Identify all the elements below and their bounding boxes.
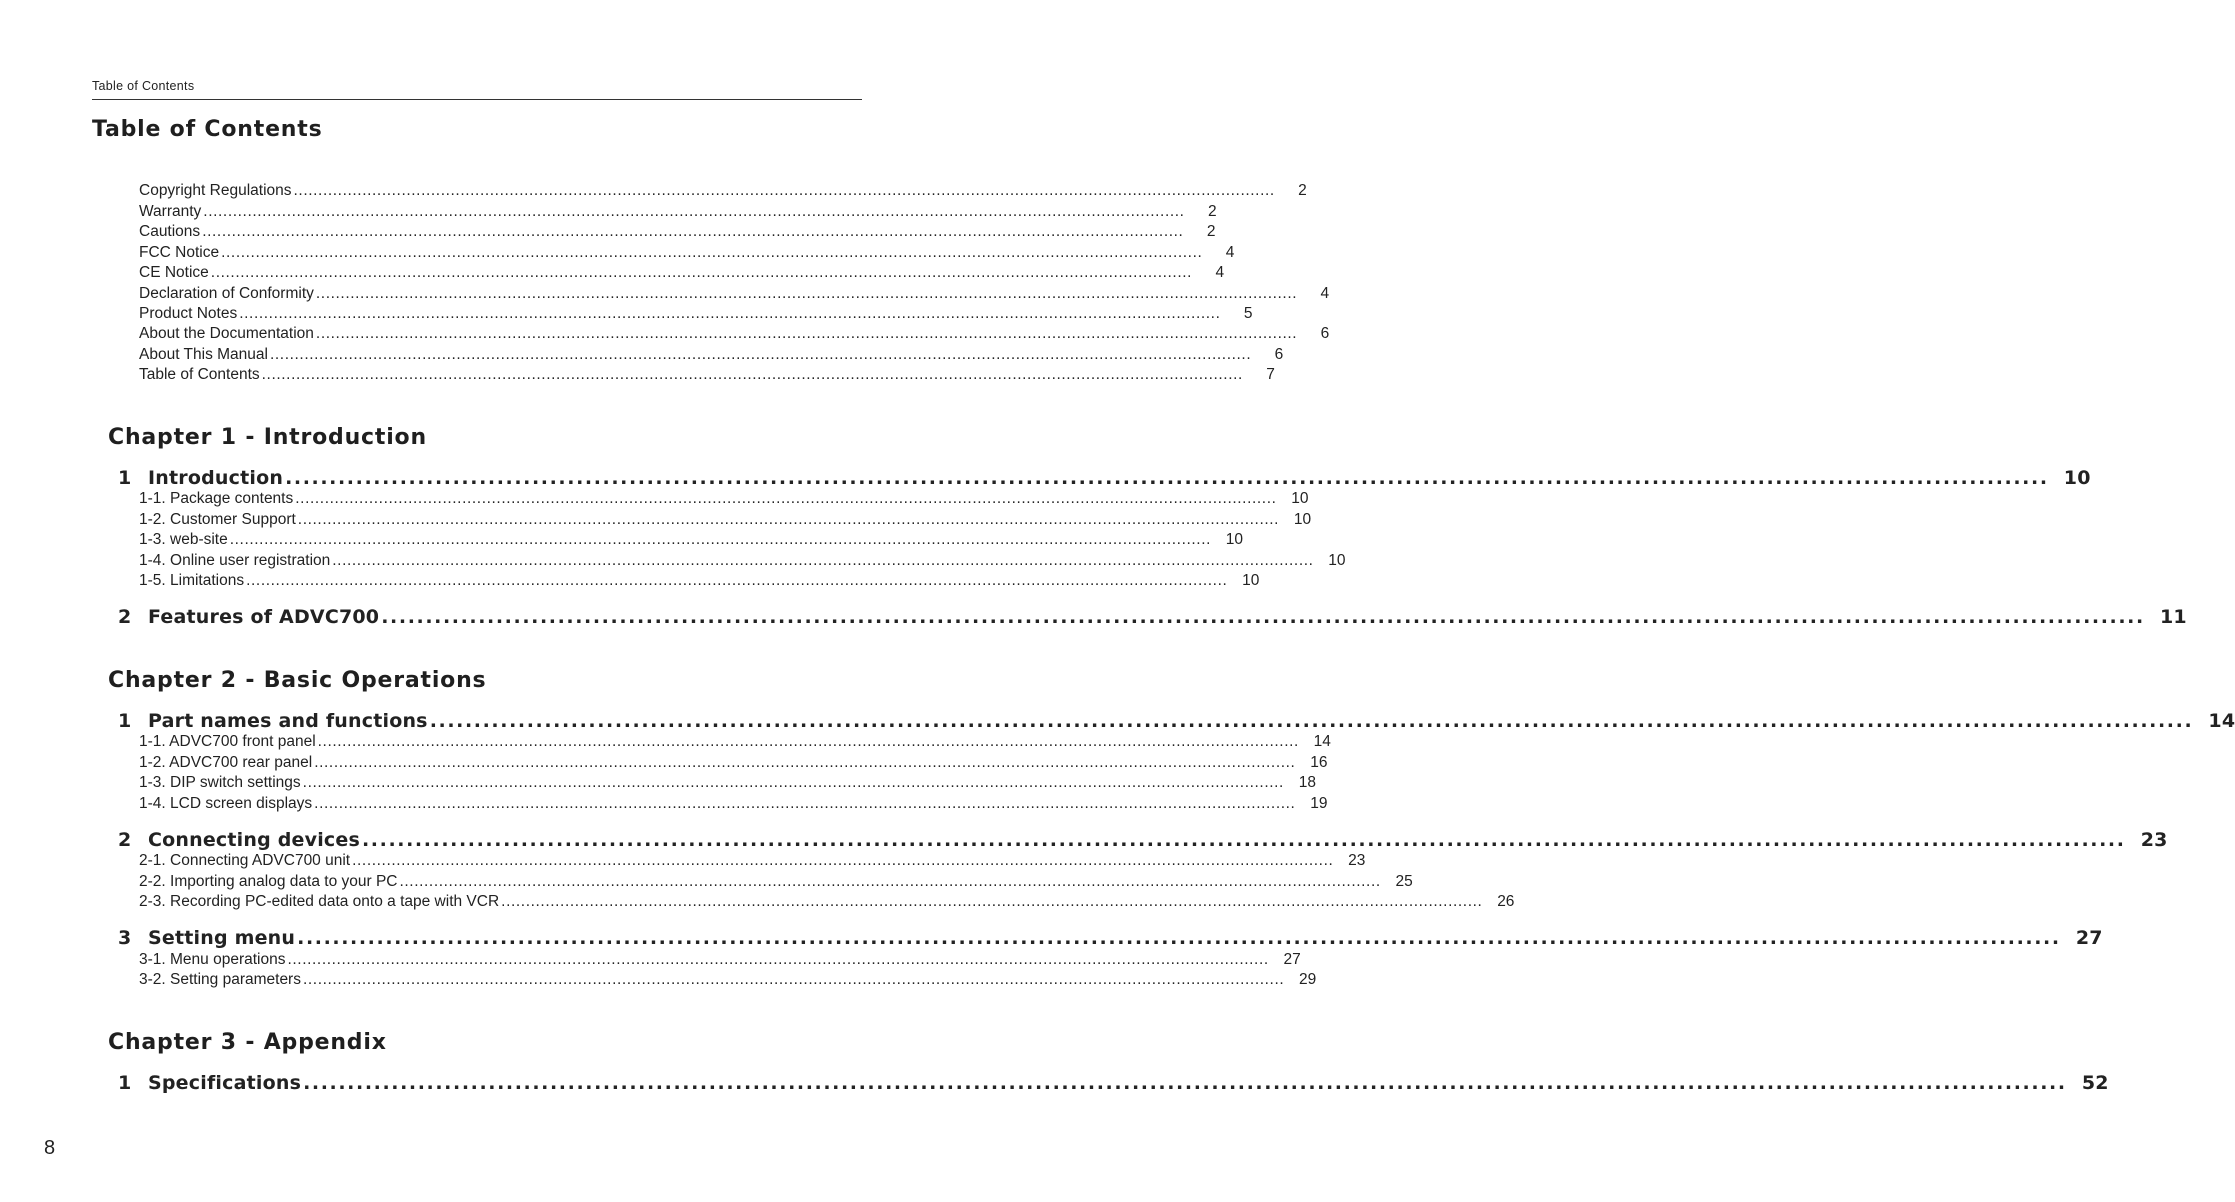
toc-entry-label: Cautions: [139, 223, 201, 240]
toc-section[interactable]: [118, 1071, 2109, 1095]
dot-leader: ........................................................................................................................................................................................................: [297, 927, 2061, 949]
toc-entry-label: 1-3. DIP switch settings: [139, 774, 301, 791]
dot-leader: ........................................................................................................................................................................................................: [285, 467, 2049, 489]
toc-section-number: 1: [118, 710, 132, 732]
toc-section[interactable]: [118, 926, 2103, 950]
dot-leader: ........................................................................................................................................................................................................: [314, 795, 1296, 812]
toc-entry-label: 3-2. Setting parameters: [139, 971, 301, 988]
toc-entry-label: Table of Contents: [139, 366, 260, 383]
dot-leader: ........................................................................................................................................................................................................: [297, 511, 1280, 528]
toc-section-page: 14: [2208, 710, 2235, 732]
toc-entry[interactable]: [139, 872, 1413, 892]
toc-section-label: Setting menu: [148, 927, 296, 949]
toc-entry-page: 10: [1293, 511, 1312, 528]
toc-entry-label: 1-1. Package contents: [139, 490, 294, 507]
toc-entry-page: 2: [1298, 182, 1307, 199]
dot-leader: ........................................................................................................................................................................................................: [269, 346, 1252, 363]
dot-leader: ........................................................................................................................................................................................................: [221, 244, 1203, 261]
toc-section[interactable]: [118, 709, 2235, 733]
dot-leader: ........................................................................................................................................................................................................: [202, 223, 1184, 240]
toc-entry-page: 10: [1291, 490, 1309, 507]
toc-entry-page: 7: [1266, 366, 1275, 383]
dot-leader: ........................................................................................................................................................................................................: [332, 552, 1314, 569]
toc-entry-label: About This Manual: [139, 346, 268, 363]
dot-leader: ........................................................................................................................................................................................................: [352, 852, 1334, 869]
toc-entry-page: 4: [1225, 244, 1235, 261]
toc-entry[interactable]: [139, 243, 1235, 263]
toc-entry[interactable]: [139, 732, 1331, 752]
running-head: Table of Contents: [92, 79, 195, 93]
toc-section-label: Features of ADVC700: [148, 606, 380, 628]
toc-entry-label: Copyright Regulations: [139, 182, 292, 199]
dot-leader: ........................................................................................................................................................................................................: [210, 264, 1193, 281]
toc-entry-label: 3-1. Menu operations: [139, 951, 286, 968]
toc-entry-page: 14: [1313, 733, 1331, 750]
header-rule: [92, 99, 862, 100]
dot-leader: ........................................................................................................................................................................................................: [295, 490, 1277, 507]
dot-leader: ........................................................................................................................................................................................................: [302, 774, 1284, 791]
toc-entry[interactable]: [139, 181, 1307, 201]
toc-section-label: Part names and functions: [148, 710, 428, 732]
dot-leader: ........................................................................................................................................................................................................: [399, 873, 1381, 890]
toc-entry-label: 1-3. web-site: [139, 531, 228, 548]
toc-section[interactable]: [118, 466, 2091, 490]
toc-section-number: 1: [118, 467, 132, 489]
toc-entry-page: 2: [1207, 203, 1217, 220]
toc-entry[interactable]: [139, 324, 1330, 344]
dot-leader: ........................................................................................................................................................................................................: [429, 710, 2194, 732]
toc-section[interactable]: [118, 605, 2187, 629]
toc-entry-label: FCC Notice: [139, 244, 220, 261]
toc-entry-label: Warranty: [139, 203, 202, 220]
toc-entry-page: 10: [1328, 552, 1346, 569]
toc-entry-label: 1-1. ADVC700 front panel: [139, 733, 316, 750]
toc-entry-page: 25: [1395, 873, 1413, 890]
toc-entry-page: 29: [1299, 971, 1317, 988]
toc-entry-page: 4: [1320, 285, 1330, 302]
dot-leader: ........................................................................................................................................................................................................: [315, 285, 1298, 302]
page-number: 8: [44, 1137, 56, 1159]
toc-entry[interactable]: [139, 970, 1317, 990]
toc-section-number: 3: [118, 927, 132, 949]
toc-entry[interactable]: [139, 365, 1275, 385]
toc-entry[interactable]: [139, 571, 1260, 591]
dot-leader: ........................................................................................................................................................................................................: [381, 606, 2145, 628]
toc-entry[interactable]: [139, 284, 1330, 304]
chapter-title: Chapter 3 - Appendix: [108, 1030, 387, 1055]
toc-entry-page: 10: [1242, 572, 1260, 589]
toc-entry[interactable]: [139, 753, 1328, 773]
toc-entry[interactable]: [139, 263, 1225, 283]
dot-leader: ........................................................................................................................................................................................................: [229, 531, 1212, 548]
toc-section-page: 23: [2140, 829, 2168, 851]
toc-entry-label: 2-2. Importing analog data to your PC: [139, 873, 398, 890]
toc-entry-page: 2: [1206, 223, 1216, 240]
dot-leader: ........................................................................................................................................................................................................: [302, 971, 1285, 988]
toc-section-label: Specifications: [148, 1072, 302, 1094]
dot-leader: ........................................................................................................................................................................................................: [293, 182, 1275, 199]
toc-entry[interactable]: [139, 489, 1309, 509]
dot-leader: ........................................................................................................................................................................................................: [314, 754, 1296, 771]
toc-entry[interactable]: [139, 851, 1366, 871]
toc-entry-label: 2-1. Connecting ADVC700 unit: [139, 852, 351, 869]
chapter-title: Chapter 1 - Introduction: [108, 425, 427, 450]
toc-entry-label: Declaration of Conformity: [139, 285, 314, 302]
dot-leader: ........................................................................................................................................................................................................: [315, 325, 1298, 342]
toc-section-page: 27: [2075, 927, 2103, 949]
toc-section-label: Connecting devices: [148, 829, 360, 851]
toc-entry[interactable]: [139, 950, 1301, 970]
toc-entry-page: 19: [1310, 795, 1328, 812]
toc-entry-page: 10: [1225, 531, 1244, 548]
toc-entry[interactable]: [139, 551, 1346, 571]
toc-entry[interactable]: [139, 794, 1328, 814]
toc-entry-label: 1-2. ADVC700 rear panel: [139, 754, 313, 771]
dot-leader: ........................................................................................................................................................................................................: [203, 203, 1185, 220]
toc-section-number: 2: [118, 606, 132, 628]
toc-entry[interactable]: [139, 892, 1515, 912]
toc-entry-label: CE Notice: [139, 264, 209, 281]
toc-entry-page: 16: [1310, 754, 1328, 771]
toc-entry-page: 18: [1298, 774, 1316, 791]
toc-entry[interactable]: [139, 202, 1217, 222]
toc-entry[interactable]: [139, 222, 1216, 242]
dot-leader: ........................................................................................................................................................................................................: [239, 305, 1221, 322]
dot-leader: ........................................................................................................................................................................................................: [246, 572, 1228, 589]
toc-entry-label: 1-4. Online user registration: [139, 552, 331, 569]
toc-entry-page: 23: [1348, 852, 1366, 869]
dot-leader: ........................................................................................................................................................................................................: [317, 733, 1299, 750]
chapter-title: Chapter 2 - Basic Operations: [108, 668, 487, 693]
toc-entry-label: 2-3. Recording PC-edited data onto a tape with VCR: [139, 893, 500, 910]
toc-section-page: 52: [2081, 1072, 2109, 1094]
toc-entry-page: 6: [1320, 325, 1330, 342]
toc-entry-label: Product Notes: [139, 305, 238, 322]
toc-section-number: 2: [118, 829, 132, 851]
toc-section-number: 1: [118, 1072, 132, 1094]
toc-entry-page: 4: [1215, 264, 1225, 281]
toc-section-label: Introduction: [148, 467, 284, 489]
dot-leader: ........................................................................................................................................................................................................: [261, 366, 1243, 383]
dot-leader: ........................................................................................................................................................................................................: [303, 1072, 2067, 1094]
toc-section-page: 10: [2063, 467, 2091, 489]
toc-entry-label: 1-5. Limitations: [139, 572, 245, 589]
toc-entry-page: 26: [1497, 893, 1515, 910]
dot-leader: ........................................................................................................................................................................................................: [361, 829, 2126, 851]
toc-entry-page: 5: [1243, 305, 1253, 322]
toc-entry-page: 6: [1274, 346, 1284, 363]
toc-entry[interactable]: [139, 510, 1312, 530]
toc-entry-label: 1-2. Customer Support: [139, 511, 296, 528]
toc-entry-page: 27: [1283, 951, 1301, 968]
dot-leader: ........................................................................................................................................................................................................: [287, 951, 1269, 968]
dot-leader: ........................................................................................................................................................................................................: [501, 893, 1483, 910]
toc-entry-label: About the Documentation: [139, 325, 314, 342]
toc-entry-label: 1-4. LCD screen displays: [139, 795, 313, 812]
toc-entry[interactable]: [139, 304, 1253, 324]
toc-entry[interactable]: [139, 345, 1284, 365]
toc-section[interactable]: [118, 828, 2168, 852]
toc-entry[interactable]: [139, 530, 1244, 550]
page-title: Table of Contents: [92, 117, 323, 142]
toc-entry[interactable]: [139, 773, 1316, 793]
toc-section-page: 11: [2159, 606, 2187, 628]
